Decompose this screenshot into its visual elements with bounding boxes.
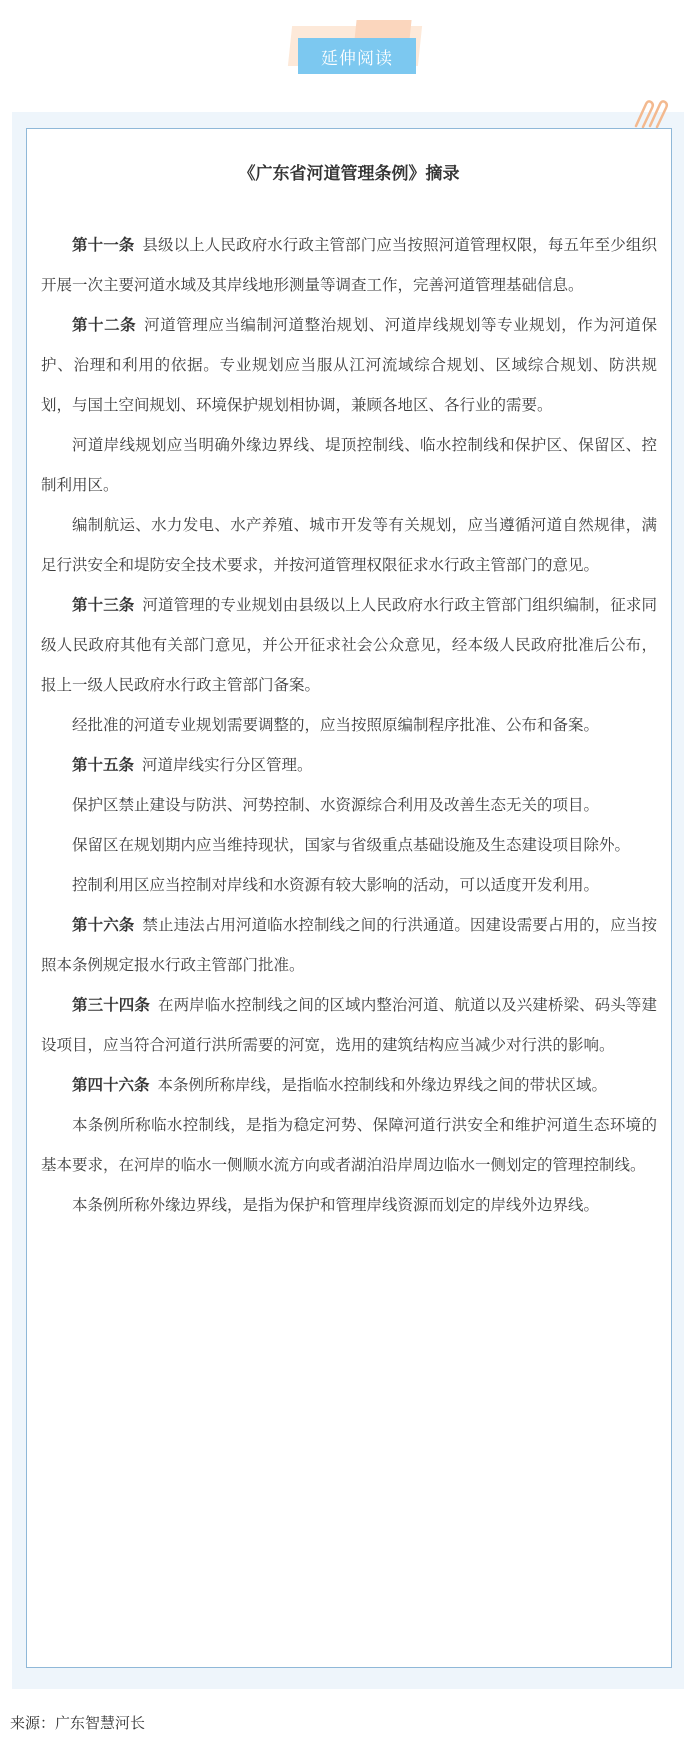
article-text: 本条例所称临水控制线，是指为稳定河势、保障河道行洪安全和维护河道生态环境的基本要求，在河岸的临水一侧顺水流方向或者湖泊沿岸周边临水一侧划定的管理控制线。 [41,1116,657,1174]
article-paragraph [41,705,657,745]
article-text: 保留区在规划期内应当维持现状，国家与省级重点基础设施及生态建设项目除外。 [72,836,631,854]
article-paragraph [41,585,657,705]
extended-reading-badge: 延伸阅读 [298,38,416,74]
excerpt-panel [12,112,684,1689]
excerpt-card [26,128,672,1668]
article-text: 经批准的河道专业规划需要调整的，应当按照原编制程序批准、公布和备案。 [72,716,600,734]
excerpt-title: 《广东省河道管理条例》摘录 [238,164,460,184]
article-paragraph [41,425,657,505]
article-text: 编制航运、水力发电、水产养殖、城市开发等有关规划，应当遵循河道自然规律，满足行洪安全和堤防安全技术要求，并按河道管理权限征求水行政主管部门的意见。 [41,516,657,574]
article-paragraph [41,825,657,865]
article-paragraph [41,745,657,785]
article-paragraph [41,505,657,585]
article-paragraph [41,1065,657,1105]
article-number: 第十六条 [72,916,135,934]
article-paragraph [41,865,657,905]
article-text: 禁止违法占用河道临水控制线之间的行洪通道。因建设需要占用的，应当按照本条例规定报水行政主管部门批准。 [41,916,657,974]
article-paragraph [41,985,657,1065]
article-paragraph [41,1105,657,1185]
section-header [0,0,698,100]
article-text: 本条例所称外缘边界线，是指为保护和管理岸线资源而划定的岸线外边界线。 [72,1196,600,1214]
article-number: 第十五条 [72,756,135,774]
article-text: 在两岸临水控制线之间的区域内整治河道、航道以及兴建桥梁、码头等建设项目，应当符合河道行洪所需要的河宽，选用的建筑结构应当减少对行洪的影响。 [41,996,657,1054]
article-number: 第十二条 [72,316,137,334]
article-paragraph [41,1185,657,1225]
article-text: 河道岸线规划应当明确外缘边界线、堤顶控制线、临水控制线和保护区、保留区、控制利用区。 [41,436,657,494]
source-credit: 来源：广东智慧河长 [10,1714,146,1732]
article-text: 河道管理应当编制河道整治规划、河道岸线规划等专业规划，作为河道保护、治理和利用的依据。专业规划应当服从江河流域综合规划、区域综合规划、防洪规划，与国土空间规划、环境保护规划相协调，兼顾各地区、各行业的需要。 [41,316,657,414]
article-text: 本条例所称岸线，是指临水控制线和外缘边界线之间的带状区域。 [157,1076,608,1094]
article-text: 河道岸线实行分区管理。 [142,756,313,774]
article-paragraph [41,305,657,425]
article-paragraph [41,905,657,985]
article-paragraph [41,225,657,305]
article-list [41,225,657,1225]
article-text: 控制利用区应当控制对岸线和水资源有较大影响的活动，可以适度开发利用。 [72,876,600,894]
article-number: 第十三条 [72,596,135,614]
article-number: 第三十四条 [72,996,150,1014]
paperclip-icon [628,100,672,130]
article-paragraph [41,785,657,825]
article-number: 第四十六条 [72,1076,150,1094]
article-text: 保护区禁止建设与防洪、河势控制、水资源综合利用及改善生态无关的项目。 [72,796,600,814]
article-text: 河道管理的专业规划由县级以上人民政府水行政主管部门组织编制，征求同级人民政府其他有关部门意见，并公开征求社会公众意见，经本级人民政府批准后公布，报上一级人民政府水行政主管部门备案。 [41,596,657,694]
article-number: 第十一条 [72,236,135,254]
article-text: 县级以上人民政府水行政主管部门应当按照河道管理权限，每五年至少组织开展一次主要河道水域及其岸线地形测量等调查工作，完善河道管理基础信息。 [41,236,657,294]
